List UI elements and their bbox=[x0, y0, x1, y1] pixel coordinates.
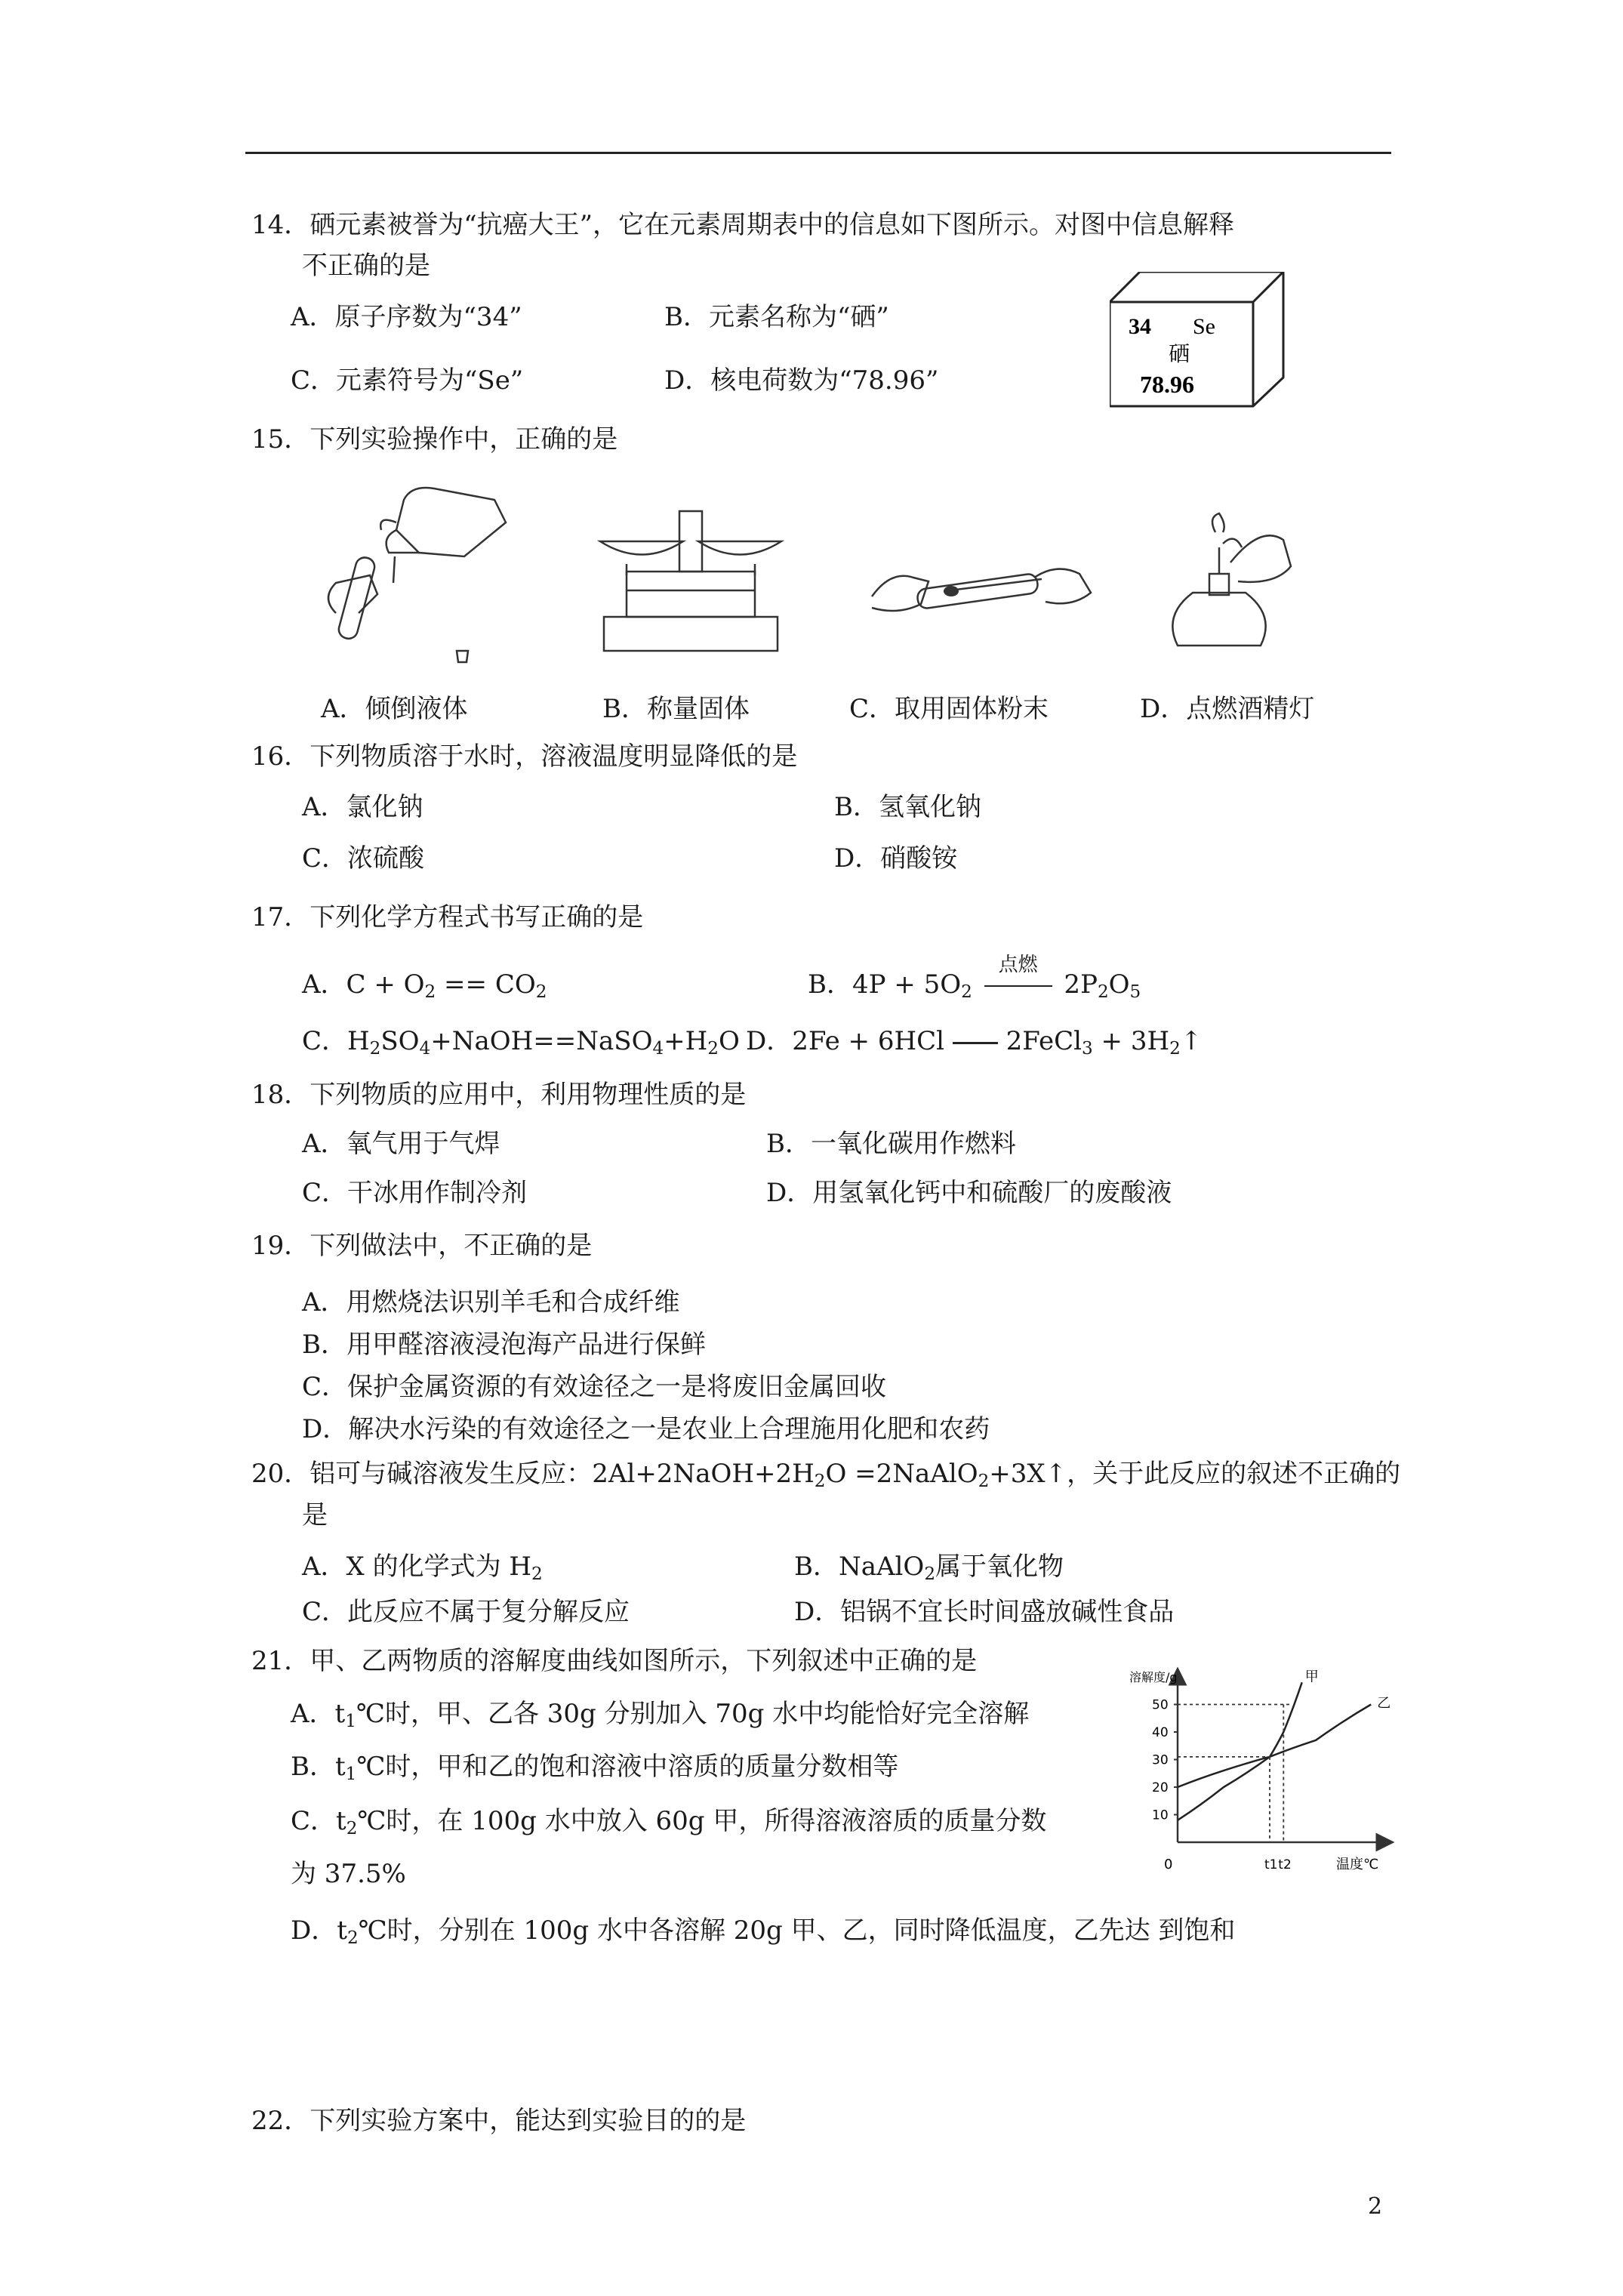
q19-option-b: B．用甲醛溶液浸泡海产品进行保鲜 bbox=[302, 1330, 706, 1360]
q17-stem: 17．下列化学方程式书写正确的是 bbox=[251, 902, 644, 932]
chart-x-label: 温度℃ bbox=[1336, 1857, 1379, 1872]
q15-option-b: B．称量固体 bbox=[602, 694, 750, 724]
solubility-chart bbox=[1125, 1665, 1397, 1880]
chart-y-tick-label: 20 bbox=[1152, 1780, 1169, 1795]
q18-option-b: B．一氧化碳用作燃料 bbox=[766, 1129, 1016, 1159]
q21-option-c-line2: 为 37.5% bbox=[291, 1859, 406, 1889]
q20-option-d: D．铝锅不宜长时间盛放碱性食品 bbox=[794, 1597, 1175, 1627]
chart-series-label: 乙 bbox=[1377, 1695, 1391, 1712]
card-symbol: Se bbox=[1193, 314, 1215, 339]
chart-x-tick-label: t2 bbox=[1278, 1857, 1292, 1872]
q20-option-a: A．X 的化学式为 $H_2$ bbox=[302, 1552, 543, 1584]
q14-option-a: A．原子序数为“34” bbox=[291, 302, 522, 332]
q21-option-b: B．$t_1℃$时，甲和乙的饱和溶液中溶质的质量分数相等 bbox=[291, 1752, 899, 1784]
alcohol-lamp-figure bbox=[1147, 510, 1298, 661]
q21-option-d: D．$t_2℃$时，分别在 100g 水中各溶解 20g 甲、乙，同时降低温度，乙先达 到饱和 bbox=[291, 1915, 1236, 1948]
chart-series-line bbox=[1178, 1705, 1371, 1788]
selenium-element-card bbox=[1110, 272, 1287, 408]
q22-stem: 22．下列实验方案中，能达到实验目的的是 bbox=[251, 2106, 747, 2136]
q15-option-c: C．取用固体粉末 bbox=[849, 694, 1049, 724]
q20-stem-line1: 20．铝可与碱溶液发生反应：$2Al+2NaOH+2H_2O$ =2NaAlO$_2$+3X↑，关于此反应的叙述不正确的 bbox=[251, 1459, 1401, 1491]
q17-reaction-condition: 点燃 bbox=[998, 954, 1038, 976]
q16-option-b: B．氢氧化钠 bbox=[834, 792, 981, 822]
q20-option-c: C．此反应不属于复分解反应 bbox=[302, 1597, 630, 1627]
chart-y-tick-label: 30 bbox=[1152, 1752, 1169, 1768]
chart-y-tick-label: 10 bbox=[1152, 1808, 1169, 1823]
q17-option-d: D．2Fe + 6HCl 2FeCl$_3$ + $3H_2↑$ bbox=[746, 1026, 1203, 1059]
q20-option-b: B．NaAlO$_2$属于氧化物 bbox=[794, 1552, 1064, 1584]
chart-origin-label: 0 bbox=[1164, 1857, 1173, 1872]
q19-option-d: D．解决水污染的有效途径之一是农业上合理施用化肥和农药 bbox=[302, 1414, 990, 1444]
q14-stem-line2: 不正确的是 bbox=[302, 251, 430, 281]
chart-series-label: 甲 bbox=[1304, 1669, 1319, 1685]
balance-figure bbox=[596, 507, 785, 658]
q16-option-c: C．浓硫酸 bbox=[302, 843, 425, 874]
q14-stem-line1: 14．硒元素被誉为“抗癌大王”，它在元素周期表中的信息如下图所示。对图中信息解释 bbox=[251, 210, 1235, 240]
chart-y-label: 溶解度/g bbox=[1129, 1670, 1178, 1684]
q15-option-d: D．点燃酒精灯 bbox=[1140, 694, 1315, 724]
card-name: 硒 bbox=[1169, 341, 1190, 366]
q15-option-a: A．倾倒液体 bbox=[321, 694, 468, 724]
q20-stem-line2: 是 bbox=[302, 1500, 328, 1530]
page-number: 2 bbox=[1368, 2193, 1383, 2220]
header-rule bbox=[245, 152, 1391, 154]
q17-option-c: C．$H_2SO_4+NaOH==NaSO_4+H_2O$ bbox=[302, 1026, 740, 1059]
q17-option-b: B．$4P + 5O_2$ 点燃 $2P_2O_5$ bbox=[808, 968, 1141, 1001]
q18-option-d: D．用氢氧化钙中和硫酸厂的废酸液 bbox=[766, 1178, 1172, 1208]
q21-option-a: A．$t_1℃$时，甲、乙各 30g 分别加入 70g 水中均能恰好完全溶解 bbox=[291, 1699, 1030, 1731]
q19-option-a: A．用燃烧法识别羊毛和合成纤维 bbox=[302, 1287, 680, 1318]
q16-option-a: A．氯化钠 bbox=[302, 792, 423, 822]
card-mass: 78.96 bbox=[1140, 371, 1194, 398]
q14-option-b: B．元素名称为“硒” bbox=[664, 302, 889, 332]
q14-option-c: C．元素符号为“Se” bbox=[291, 365, 524, 396]
chart-y-tick-label: 40 bbox=[1152, 1725, 1169, 1740]
q16-option-d: D．硝酸铵 bbox=[834, 843, 958, 874]
q18-option-c: C．干冰用作制冷剂 bbox=[302, 1178, 528, 1208]
q17-option-a: A．$C + O_2 == CO_2$ bbox=[302, 969, 547, 1002]
q18-stem: 18．下列物质的应用中，利用物理性质的是 bbox=[251, 1080, 747, 1110]
q19-option-c: C．保护金属资源的有效途径之一是将废旧金属回收 bbox=[302, 1372, 887, 1402]
chart-x-tick-label: t1 bbox=[1264, 1857, 1278, 1872]
q21-stem: 21．甲、乙两物质的溶解度曲线如图所示，下列叙述中正确的是 bbox=[251, 1646, 978, 1676]
q21-option-c-line1: C．$t_2℃$时，在 100g 水中放入 60g 甲，所得溶液溶质的质量分数 bbox=[291, 1806, 1047, 1838]
card-number: 34 bbox=[1129, 314, 1151, 339]
q18-option-a: A．氧气用于气焊 bbox=[302, 1129, 500, 1159]
q19-stem: 19．下列做法中，不正确的是 bbox=[251, 1231, 593, 1261]
q16-stem: 16．下列物质溶于水时，溶液温度明显降低的是 bbox=[251, 741, 798, 772]
pouring-liquid-figure bbox=[306, 470, 510, 666]
chart-y-tick-label: 50 bbox=[1152, 1697, 1169, 1713]
q14-option-d: D．核电荷数为“78.96” bbox=[664, 365, 939, 396]
q15-stem: 15．下列实验操作中，正确的是 bbox=[251, 424, 618, 455]
powder-sampling-figure bbox=[868, 547, 1095, 630]
